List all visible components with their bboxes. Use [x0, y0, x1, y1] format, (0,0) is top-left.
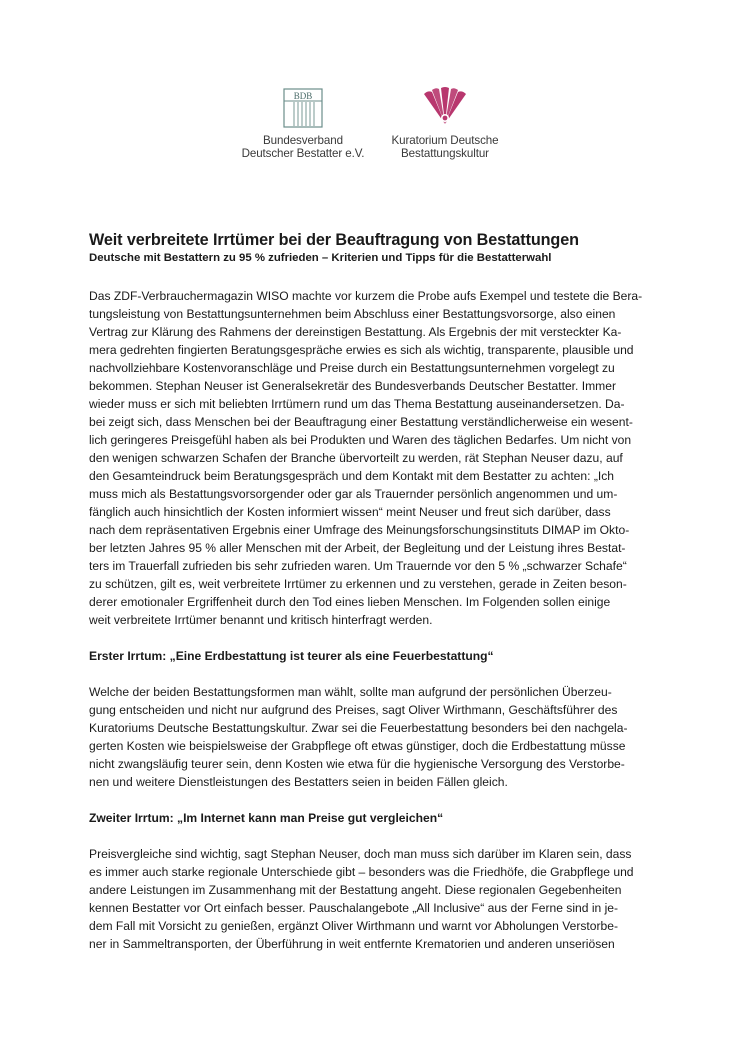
bdb-mark-icon: [283, 88, 323, 128]
intro-paragraph: [89, 287, 659, 629]
logo-header: [0, 84, 746, 164]
article: [89, 230, 659, 953]
section1-line: Welche der beiden Bestattungsformen man wählt, sollte man aufgrund der persönlichen Überzeu-: [89, 685, 612, 699]
intro-line: zu schützen, gilt es, weit verbreitete Irrtümer zu erkennen und zu verstehen, gerade in Zeiten beson-: [89, 577, 627, 591]
bdb-caption-line1: Bundesverband: [263, 134, 343, 147]
section1-line: nen und weitere Dienstleistungen des Bestatters seien in beiden Fällen gleich.: [89, 775, 508, 789]
section2-line: andere Leistungen im Zusammenhang mit der Bestattung angeht. Diese regionalen Gegebenheiten: [89, 883, 622, 897]
svg-text:BDB: BDB: [293, 91, 313, 101]
bdb-caption-line2: Deutscher Bestatter e.V.: [241, 147, 365, 160]
intro-line: derer emotionaler Ergriffenheit durch den Tod eines lieben Menschen. Im Folgenden sollen einige: [89, 595, 611, 609]
intro-line: mera gedrehten fingierten Beratungsgespräche erwies es sich als wichtig, transparente, plausible und: [89, 343, 634, 357]
page-subtitle: Deutsche mit Bestattern zu 95 % zufrieden – Kriterien und Tipps für die Bestatterwahl: [89, 252, 552, 264]
intro-line: nach dem repräsentativen Ergebnis einer Umfrage des Meinungsforschungsinstituts DIMAP im Okto-: [89, 523, 630, 537]
intro-line: Das ZDF-Verbrauchermagazin WISO machte vor kurzem die Probe aufs Exempel und testete die Bera-: [89, 289, 643, 303]
page-title: Weit verbreitete Irrtümer bei der Beauftragung von Bestattungen: [89, 231, 579, 249]
section1-paragraph: [89, 683, 659, 791]
section2-line: Preisvergleiche sind wichtig, sagt Stephan Neuser, doch man muss sich darüber im Klaren sein, dass: [89, 847, 632, 861]
section2-line: kennen Bestatter vor Ort einfach besser. Pauschalangebote „All Inclusive“ aus der Ferne sind in je-: [89, 901, 619, 915]
kuratorium-caption-line1: Kuratorium Deutsche: [391, 134, 499, 147]
section2-line: es immer auch starke regionale Unterschiede gibt – besonders was die Friedhöfe, die Grabpflege und: [89, 865, 634, 879]
intro-line: den wenigen schwarzen Schafen der Branche übervorteilt zu werden, rät Stephan Neuser dazu, auf: [89, 451, 623, 465]
intro-line: nachvollziehbare Kostenvoranschläge und Preise durch ein Bestattungsunternehmen vorgelegt zu: [89, 361, 615, 375]
intro-line: tungsleistung von Bestattungsunternehmen beim Abschluss einer Bestattungsvorsorge, also einen: [89, 307, 616, 321]
section-heading-2: Zweiter Irrtum: „Im Internet kann man Preise gut vergleichen“: [89, 811, 444, 825]
intro-line: ters im Trauerfall zufrieden bis sehr zufrieden waren. Um Trauernde vor den 5 % „schwarzer Schafe“: [89, 559, 627, 573]
section1-line: gung entscheiden und nicht nur aufgrund des Preises, sagt Oliver Wirthmann, Geschäftsführer des: [89, 703, 618, 717]
bdb-logo: [240, 84, 366, 160]
section-heading-1: Erster Irrtum: „Eine Erdbestattung ist teurer als eine Feuerbestattung“: [89, 649, 494, 663]
section1-line: Kuratoriums Deutsche Bestattungskultur. Zwar sei die Feuerbestattung besonders bei den nachgela-: [89, 721, 628, 735]
section1-line: gerten Kosten wie beispielsweise der Grabpflege oft etwas günstiger, doch die Erdbestattung müsse: [89, 739, 626, 753]
intro-line: ber letzten Jahres 95 % aller Menschen mit der Arbeit, der Begleitung und der Leistung ihres Bestat-: [89, 541, 626, 555]
section2-paragraph: [89, 845, 659, 953]
intro-line: fänglich auch hinsichtlich der Kosten informiert wissen“ meint Neuser und freut sich darüber, dass: [89, 505, 611, 519]
intro-line: den Gesamteindruck beim Beratungsgespräch und dem Kontakt mit dem Bestatter zu achten: „Ich: [89, 469, 615, 483]
intro-line: lich geringeres Preisgefühl haben als bei Produkten und Waren des täglichen Bedarfes. Um nicht von: [89, 433, 632, 447]
intro-line: wieder muss er sich mit beliebten Irrtümern rund um das Thema Bestattung auseinandersetzen. Da-: [89, 397, 625, 411]
kuratorium-fan-icon: [420, 86, 470, 126]
section2-line: dem Fall mit Vorsicht zu genießen, ergänzt Oliver Wirthmann und warnt vor Abholungen Verstorbe-: [89, 919, 619, 933]
kuratorium-caption-line2: Bestattungskultur: [401, 147, 489, 160]
intro-line: Vertrag zur Klärung des Rahmens der dereinstigen Bestattung. Als Ergebnis der mit versteckter Ka-: [89, 325, 622, 339]
intro-line: muss mich als Bestattungsvorsorgender oder gar als Trauernder persönlich angenommen und um-: [89, 487, 618, 501]
intro-line: bei zeigt sich, dass Menschen bei der Beauftragung einer Bestattung verständlicherweise ein wesent-: [89, 415, 633, 429]
section1-line: nicht zwangsläufig teurer sein, denn Kosten wie etwa für die hygienische Versorgung des Verstorbe-: [89, 757, 625, 771]
intro-line: bekommen. Stephan Neuser ist Generalsekretär des Bundesverbands Deutscher Bestatter. Immer: [89, 379, 617, 393]
kuratorium-logo: [383, 84, 507, 160]
intro-line: weit verbreitete Irrtümer benannt und kritisch hinterfragt werden.: [89, 613, 433, 627]
section2-line: ner in Sammeltransporten, der Überführung in weit entfernte Krematorien und anderen unseriösen: [89, 937, 615, 951]
